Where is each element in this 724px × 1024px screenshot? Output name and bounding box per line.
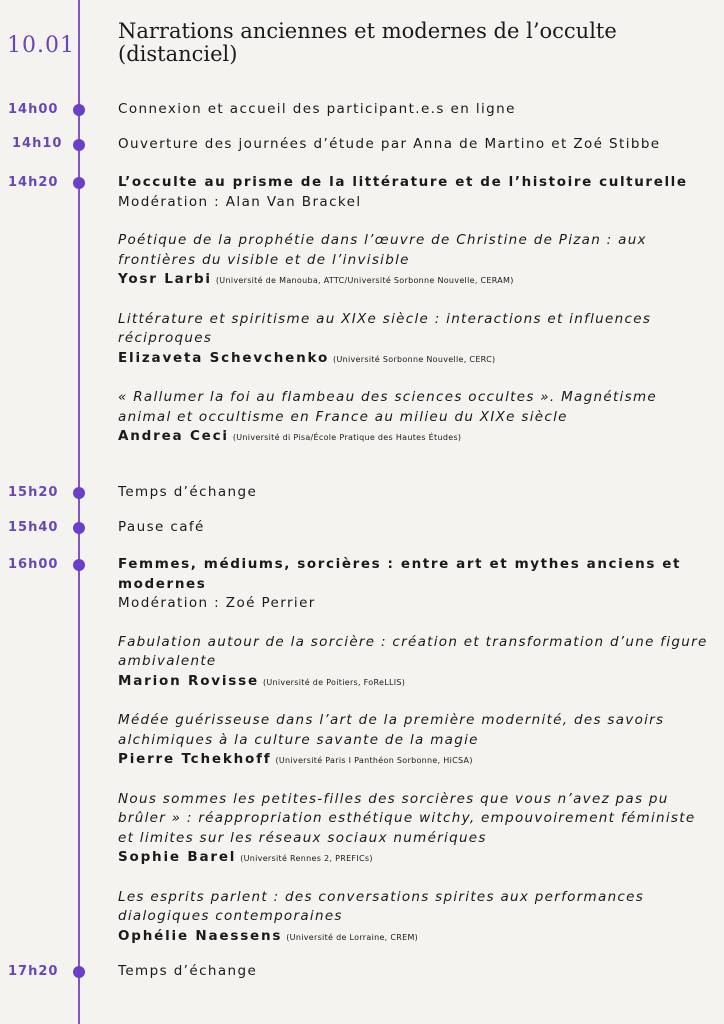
talk-title: « Rallumer la foi au flambeau des sciences occultes ». Magnétisme animal et occultisme en France au milieu du XIXe siècle xyxy=(118,389,657,425)
timeline-dot xyxy=(73,177,85,189)
talk-title: Littérature et spiritisme au XIXe siècle : interactions et influences réciproques xyxy=(118,310,652,346)
timeline-dot xyxy=(73,104,85,116)
talk xyxy=(118,790,714,869)
timeline-line xyxy=(78,0,80,1024)
timeline-dot xyxy=(73,487,85,499)
speaker-name: Andrea Ceci xyxy=(118,428,229,444)
time-label: 14h00 xyxy=(8,102,59,117)
talk xyxy=(118,888,714,948)
speaker-affiliation: (Université de Lorraine, CREM) xyxy=(286,932,419,942)
time-label: 14h10 xyxy=(12,136,63,151)
talk xyxy=(118,231,714,291)
timeline-dot xyxy=(73,966,85,978)
time-label: 14h20 xyxy=(8,175,59,190)
time-label: 16h00 xyxy=(8,557,59,572)
session-block xyxy=(118,555,714,947)
talk-title: Nous sommes les petites-filles des sorcières que vous n’avez pas pu brûler » : réappropriation esthétique witchy, empouvoirement féministe et limites sur les réseaux sociaux numériques xyxy=(118,790,696,846)
time-label: 17h20 xyxy=(8,964,59,979)
moderation: Modération : Zoé Perrier xyxy=(118,595,316,611)
speaker-affiliation: (Université Rennes 2, PREFICs) xyxy=(240,854,373,863)
schedule-item: Pause café xyxy=(118,519,205,535)
session-title: Femmes, médiums, sorcières : entre art et mythes anciens et modernes xyxy=(118,556,682,592)
speaker-name: Marion Rovisse xyxy=(118,672,259,689)
event-date: 10.01 xyxy=(7,33,75,58)
page-title: Narrations anciennes et modernes de l’occulte (distanciel) xyxy=(118,19,617,66)
session-block xyxy=(118,173,714,448)
schedule-item: Connexion et accueil des participant.e.s en ligne xyxy=(118,101,516,117)
timeline-dot xyxy=(73,522,85,534)
speaker-name: Ophélie Naessens xyxy=(118,927,283,944)
timeline-dot xyxy=(73,559,85,571)
speaker-affiliation: (Université Paris I Panthéon Sorbonne, HiCSA) xyxy=(275,756,473,765)
talk-title: Poétique de la prophétie dans l’œuvre de Christine de Pizan : aux frontières du visible et de l’invisible xyxy=(118,232,647,268)
time-label: 15h20 xyxy=(8,485,59,500)
schedule-item: Ouverture des journées d’étude par Anna de Martino et Zoé Stibbe xyxy=(118,136,661,152)
speaker-affiliation: (Université de Poitiers, FoReLLIS) xyxy=(262,677,406,687)
talk xyxy=(118,388,714,448)
schedule-item: Temps d’échange xyxy=(118,484,258,500)
speaker-name: Pierre Tchekhoff xyxy=(118,751,272,767)
talk-title: Fabulation autour de la sorcière : création et transformation d’une figure ambivalente xyxy=(118,633,708,669)
talk xyxy=(118,711,714,771)
talk-title: Médée guérisseuse dans l’art de la première modernité, des savoirs alchimiques à la culture savante de la magie xyxy=(118,712,665,748)
speaker-affiliation: (Université Sorbonne Nouvelle, CERC) xyxy=(333,354,496,364)
session-title: L’occulte au prisme de la littérature et de l’histoire culturelle xyxy=(118,174,688,190)
time-label: 15h40 xyxy=(8,520,59,535)
moderation: Modération : Alan Van Brackel xyxy=(118,193,362,210)
talk xyxy=(118,633,714,693)
speaker-name: Yosr Larbi xyxy=(118,271,212,287)
timeline-dot xyxy=(73,139,85,151)
talk xyxy=(118,310,714,370)
talk-title: Les esprits parlent : des conversations spirites aux performances dialogiques contemporaines xyxy=(118,888,645,924)
speaker-name: Elizaveta Schevchenko xyxy=(118,349,330,366)
speaker-affiliation: (Université de Manouba, ATTC/Université Sorbonne Nouvelle, CERAM) xyxy=(215,276,514,285)
speaker-affiliation: (Université di Pisa/École Pratique des Hautes Études) xyxy=(232,433,462,442)
schedule-item: Temps d’échange xyxy=(118,963,258,979)
speaker-name: Sophie Barel xyxy=(118,849,237,865)
